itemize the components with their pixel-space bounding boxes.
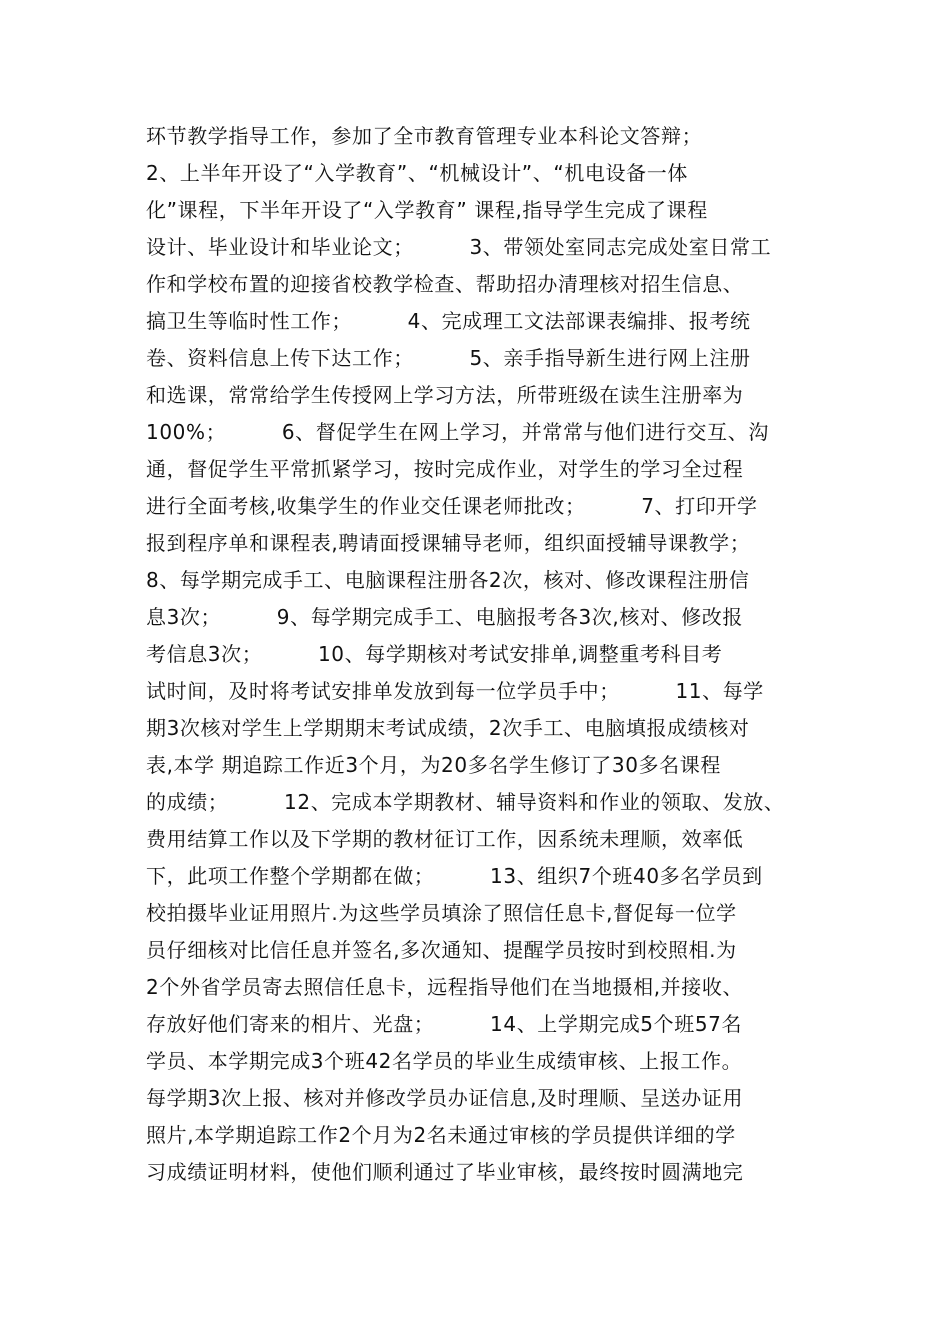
text-line: 8、每学期完成手工、电脑课程注册各2次，核对、修改课程注册信: [146, 568, 750, 592]
text-line: 期3次核对学生上学期期末考试成绩，2次手工、电脑填报成绩核对: [146, 716, 750, 740]
text-line: 卷、资料信息上传下达工作； 5、亲手指导新生进行网上注册: [146, 346, 751, 370]
text-line: 2个外省学员寄去照信任息卡，远程指导他们在当地摄相,并接收、: [146, 975, 744, 999]
text-line: 搞卫生等临时性工作； 4、完成理工文法部课表编排、报考统: [146, 309, 751, 333]
text-line: 通，督促学生平常抓紧学习，按时完成作业，对学生的学习全过程: [146, 457, 744, 481]
text-line: 的成绩； 12、完成本学期教材、辅导资料和作业的领取、发放、: [146, 790, 785, 814]
text-line: 校拍摄毕业证用照片.为这些学员填涂了照信任息卡,督促每一位学: [146, 901, 737, 925]
text-line: 照片,本学期追踪工作2个月为2名未通过审核的学员提供详细的学: [146, 1123, 736, 1147]
text-line: 作和学校布置的迎接省校教学检查、帮助招办清理核对招生信息、: [146, 272, 744, 296]
text-line: 试时间，及时将考试安排单发放到每一位学员手中； 11、每学: [146, 679, 764, 703]
text-line: 员仔细核对比信任息并签名,多次通知、提醒学员按时到校照相.为: [146, 938, 737, 962]
text-line: 存放好他们寄来的相片、光盘； 14、上学期完成5个班57名: [146, 1012, 743, 1036]
text-line: 和选课，常常给学生传授网上学习方法，所带班级在读生注册率为: [146, 383, 744, 407]
text-line: 考信息3次； 10、每学期核对考试安排单,调整重考科目考: [146, 642, 723, 666]
text-line: 下，此项工作整个学期都在做； 13、组织7个班40多名学员到: [146, 864, 763, 888]
text-line: 2、上半年开设了“入学教育”、“机械设计”、“机电设备一体: [146, 161, 688, 185]
text-line: 习成绩证明材料，使他们顺利通过了毕业审核，最终按时圆满地完: [146, 1160, 744, 1184]
text-line: 设计、毕业设计和毕业论文； 3、带领处室同志完成处室日常工: [146, 235, 772, 259]
text-line: 报到程序单和课程表,聘请面授课辅导老师，组织面授辅导课教学；: [146, 531, 751, 555]
text-line: 表,本学 期追踪工作近3个月，为20多名学生修订了30多名课程: [146, 753, 721, 777]
text-line: 费用结算工作以及下学期的教材征订工作，因系统未理顺，效率低: [146, 827, 744, 851]
text-line: 环节教学指导工作，参加了全市教育管理专业本科论文答辩；: [146, 124, 703, 148]
text-line: 进行全面考核,收集学生的作业交任课老师批改； 7、打印开学: [146, 494, 758, 518]
text-line: 息3次； 9、每学期完成手工、电脑报考各3次,核对、修改报: [146, 605, 743, 629]
text-line: 化”课程，下半年开设了“入学教育” 课程,指导学生完成了课程: [146, 198, 708, 222]
body-text: [146, 118, 826, 1191]
text-line: 100%； 6、督促学生在网上学习，并常常与他们进行交互、沟: [146, 420, 769, 444]
text-line: 学员、本学期完成3个班42名学员的毕业生成绩审核、上报工作。: [146, 1049, 743, 1073]
text-line: 每学期3次上报、核对并修改学员办证信息,及时理顺、呈送办证用: [146, 1086, 744, 1110]
